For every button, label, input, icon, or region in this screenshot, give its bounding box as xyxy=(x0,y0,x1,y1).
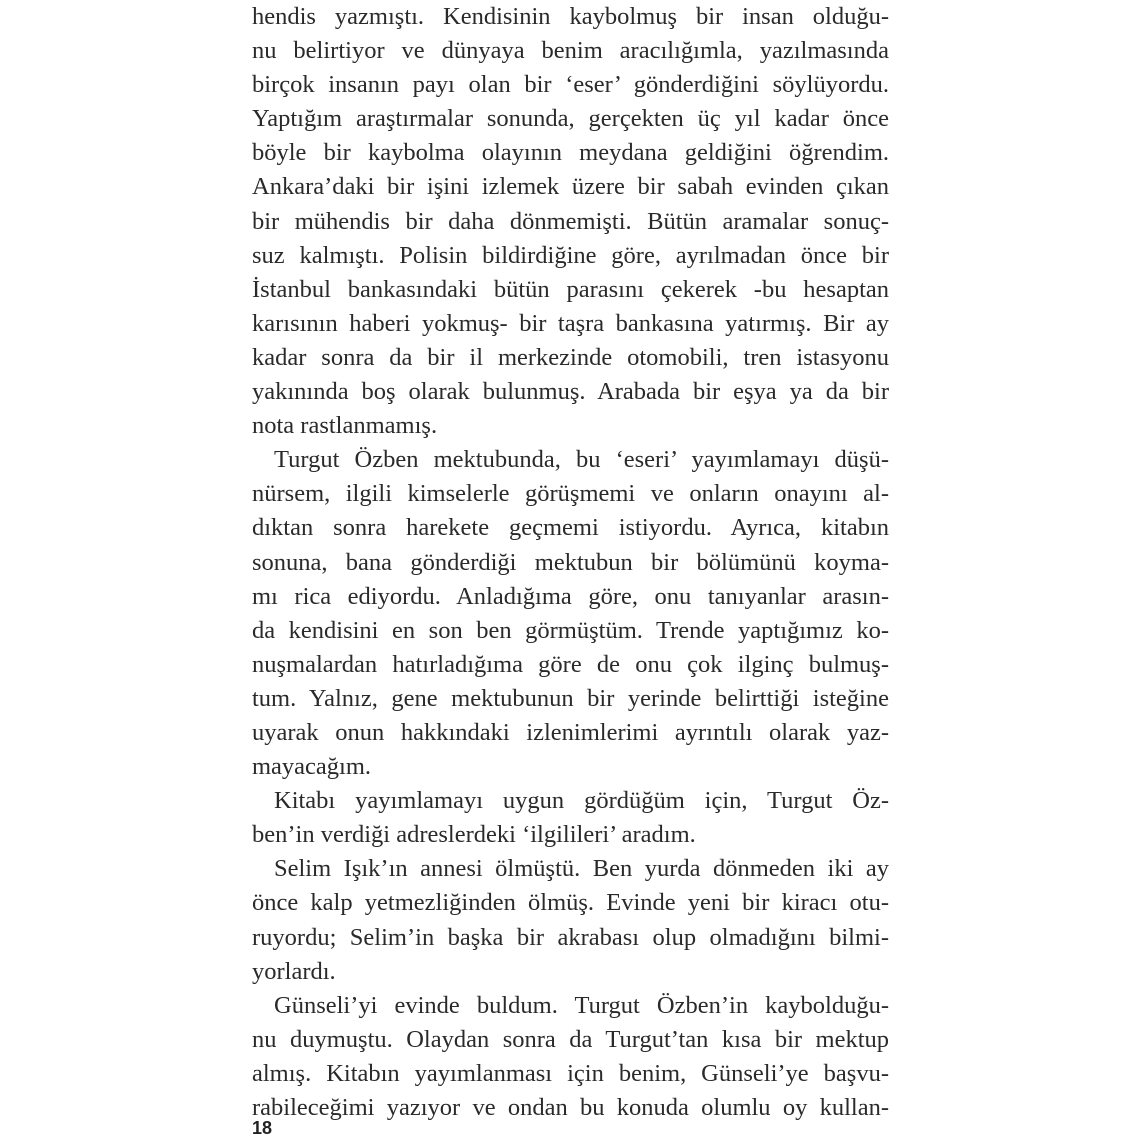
text-line: Günseli’yi evinde buldum. Turgut Özben’in kaybolduğu- xyxy=(274,991,889,1019)
book-page xyxy=(252,0,889,1125)
page-number: 18 xyxy=(252,1118,273,1138)
text-line: Ankara’daki bir işini izlemek üzere bir sabah evinden çıkan xyxy=(252,173,889,201)
text-line: dıktan sonra harekete geçmemi istiyordu. Ayrıca, kitabın xyxy=(252,514,889,542)
text-line: nürsem, ilgili kimselerle görüşmemi ve onların onayını al- xyxy=(252,480,889,508)
text-line: Selim Işık’ın annesi ölmüştü. Ben yurda dönmeden iki ay xyxy=(274,855,889,883)
text-line: İstanbul bankasındaki bütün parasını çekerek -bu hesaptan xyxy=(252,275,889,303)
text-line: nota rastlanmamış. xyxy=(252,412,438,440)
body-text xyxy=(252,0,889,1125)
text-line: ben’in verdiği adreslerdeki ‘ilgilileri’ aradım. xyxy=(252,821,696,849)
text-line: almış. Kitabın yayımlanması için benim, Günseli’ye başvu- xyxy=(252,1059,889,1087)
text-line: birçok insanın payı olan bir ‘eser’ gönderdiğini söylüyordu. xyxy=(252,71,889,99)
text-line: Yaptığım araştırmalar sonunda, gerçekten üç yıl kadar önce xyxy=(252,105,889,133)
text-line: yorlardı. xyxy=(252,957,336,985)
text-line: sonuna, bana gönderdiği mektubun bir bölümünü koyma- xyxy=(252,548,889,576)
text-line: nu duymuştu. Olaydan sonra da Turgut’tan kısa bir mektup xyxy=(252,1025,889,1053)
text-line: mayacağım. xyxy=(252,753,372,781)
text-line: bir mühendis bir daha dönmemişti. Bütün aramalar sonuç- xyxy=(252,207,889,235)
text-line: nu belirtiyor ve dünyaya benim aracılığımla, yazılmasında xyxy=(252,37,889,65)
text-line: mı rica ediyordu. Anladığıma göre, onu tanıyanlar arasın- xyxy=(252,582,889,610)
text-line: da kendisini en son ben görmüştüm. Trende yaptığımız ko- xyxy=(252,616,889,644)
text-line: karısının haberi yokmuş- bir taşra bankasına yatırmış. Bir ay xyxy=(252,309,889,337)
text-line: hendis yazmıştı. Kendisinin kaybolmuş bir insan olduğu- xyxy=(252,3,889,30)
text-line: suz kalmıştı. Polisin bildirdiğine göre, ayrılmadan önce bir xyxy=(252,241,889,269)
text-line: nuşmalardan hatırladığıma göre de onu çok ilginç bulmuş- xyxy=(252,650,889,678)
text-line: tum. Yalnız, gene mektubunun bir yerinde belirttiği isteğine xyxy=(252,684,889,712)
text-line: önce kalp yetmezliğinden ölmüş. Evinde yeni bir kiracı otu- xyxy=(252,889,889,917)
text-line: uyarak onun hakkındaki izlenimlerimi ayrıntılı olarak yaz- xyxy=(252,718,889,746)
text-line: yakınında boş olarak bulunmuş. Arabada bir eşya ya da bir xyxy=(252,378,889,406)
text-line: Turgut Özben mektubunda, bu ‘eseri’ yayımlamayı düşü- xyxy=(274,446,889,474)
text-line: böyle bir kaybolma olayının meydana geldiğini öğrendim. xyxy=(252,139,889,167)
text-line: Kitabı yayımlamayı uygun gördüğüm için, Turgut Öz- xyxy=(274,787,889,815)
text-line: rabileceğimi yazıyor ve ondan bu konuda olumlu oy kullan- xyxy=(252,1094,889,1121)
text-line: kadar sonra da bir il merkezinde otomobili, tren istasyonu xyxy=(252,343,889,371)
text-line: ruyordu; Selim’in başka bir akrabası olup olmadığını bilmi- xyxy=(252,923,889,951)
